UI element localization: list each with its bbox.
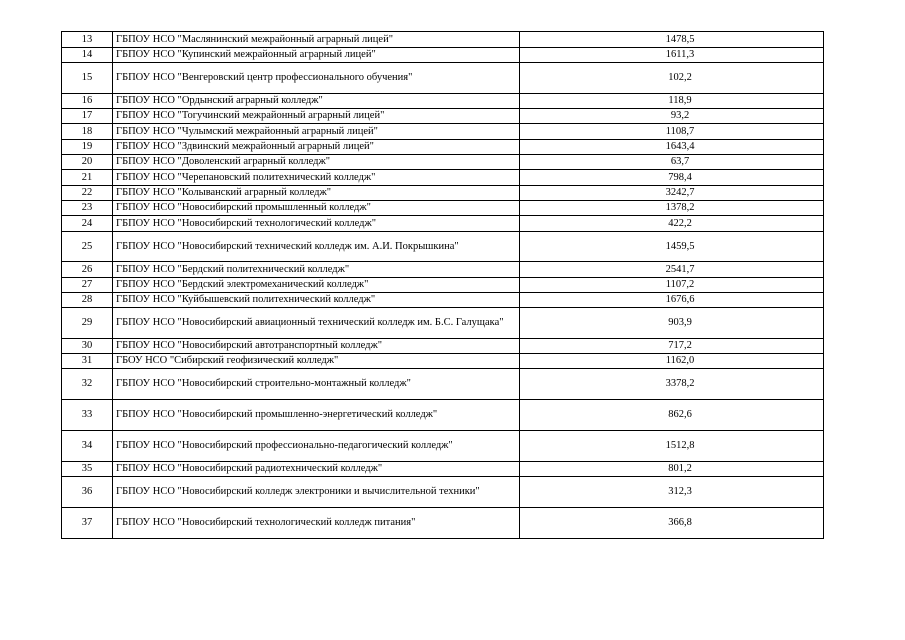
funding-value: 1162,0	[520, 354, 824, 369]
funding-value: 3378,2	[520, 369, 824, 400]
table-row	[62, 94, 824, 109]
funding-value: 1478,5	[520, 32, 824, 48]
row-number: 36	[62, 477, 113, 508]
table-row	[62, 477, 824, 508]
row-number: 24	[62, 216, 113, 232]
row-number: 32	[62, 369, 113, 400]
funding-value: 1378,2	[520, 201, 824, 216]
institution-name: ГБПОУ НСО "Новосибирский профессионально-педагогический колледж"	[113, 431, 520, 462]
funding-value: 1459,5	[520, 232, 824, 262]
institution-name: ГБПОУ НСО "Новосибирский радиотехнический колледж"	[113, 462, 520, 477]
row-number: 28	[62, 293, 113, 308]
row-number: 26	[62, 262, 113, 278]
row-number: 23	[62, 201, 113, 216]
table-row	[62, 32, 824, 48]
institution-name: ГБПОУ НСО "Новосибирский технологический колледж питания"	[113, 508, 520, 539]
institution-name: ГБПОУ НСО "Венгеровский центр профессионального обучения"	[113, 63, 520, 94]
row-number: 19	[62, 140, 113, 155]
institution-name: ГБПОУ НСО "Доволенский аграрный колледж"	[113, 155, 520, 170]
institution-name: ГБПОУ НСО "Новосибирский колледж электроники и вычислительной техники"	[113, 477, 520, 508]
table-row	[62, 232, 824, 262]
table-row	[62, 369, 824, 400]
table-row	[62, 431, 824, 462]
table-row	[62, 339, 824, 354]
row-number: 21	[62, 170, 113, 186]
row-number: 31	[62, 354, 113, 369]
table-row	[62, 354, 824, 369]
table-row	[62, 308, 824, 339]
row-number: 14	[62, 48, 113, 63]
table-row	[62, 462, 824, 477]
row-number: 15	[62, 63, 113, 94]
institution-name: ГБПОУ НСО "Чулымский межрайонный аграрный лицей"	[113, 124, 520, 140]
row-number: 17	[62, 109, 113, 124]
funding-value: 2541,7	[520, 262, 824, 278]
table-row	[62, 109, 824, 124]
table-row	[62, 293, 824, 308]
institution-name: ГБПОУ НСО "Новосибирский автотранспортный колледж"	[113, 339, 520, 354]
institution-name: ГБПОУ НСО "Новосибирский строительно-монтажный колледж"	[113, 369, 520, 400]
funding-table	[61, 31, 824, 539]
row-number: 27	[62, 278, 113, 293]
institution-name: ГБПОУ НСО "Бердский электромеханический колледж"	[113, 278, 520, 293]
row-number: 20	[62, 155, 113, 170]
institution-name: ГБПОУ НСО "Колыванский аграрный колледж"	[113, 186, 520, 201]
funding-value: 3242,7	[520, 186, 824, 201]
table-row	[62, 124, 824, 140]
funding-value: 1643,4	[520, 140, 824, 155]
table-body	[62, 32, 824, 539]
institution-name: ГБПОУ НСО "Куйбышевский политехнический колледж"	[113, 293, 520, 308]
row-number: 34	[62, 431, 113, 462]
table-row	[62, 186, 824, 201]
funding-value: 717,2	[520, 339, 824, 354]
funding-value: 862,6	[520, 400, 824, 431]
table-row	[62, 400, 824, 431]
funding-value: 1676,6	[520, 293, 824, 308]
institution-name: ГБПОУ НСО "Тогучинский межрайонный аграрный лицей"	[113, 109, 520, 124]
funding-value: 118,9	[520, 94, 824, 109]
institution-name: ГБПОУ НСО "Бердский политехнический колледж"	[113, 262, 520, 278]
institution-name: ГБПОУ НСО "Здвинский межрайонный аграрный лицей"	[113, 140, 520, 155]
institution-name: ГБПОУ НСО "Новосибирский промышленный колледж"	[113, 201, 520, 216]
institution-name: ГБОУ НСО "Сибирский геофизический колледж"	[113, 354, 520, 369]
funding-value: 1107,2	[520, 278, 824, 293]
row-number: 37	[62, 508, 113, 539]
row-number: 35	[62, 462, 113, 477]
table-row	[62, 262, 824, 278]
funding-value: 1512,8	[520, 431, 824, 462]
funding-value: 798,4	[520, 170, 824, 186]
row-number: 29	[62, 308, 113, 339]
institution-name: ГБПОУ НСО "Купинский межрайонный аграрный лицей"	[113, 48, 520, 63]
institution-name: ГБПОУ НСО "Новосибирский авиационный технический колледж им. Б.С. Галущака"	[113, 308, 520, 339]
institution-name: ГБПОУ НСО "Новосибирский промышленно-энергетический колледж"	[113, 400, 520, 431]
row-number: 16	[62, 94, 113, 109]
table-row	[62, 48, 824, 63]
row-number: 30	[62, 339, 113, 354]
row-number: 25	[62, 232, 113, 262]
funding-value: 422,2	[520, 216, 824, 232]
table-row	[62, 201, 824, 216]
institution-name: ГБПОУ НСО "Маслянинский межрайонный аграрный лицей"	[113, 32, 520, 48]
table-row	[62, 155, 824, 170]
table-row	[62, 278, 824, 293]
table-row	[62, 140, 824, 155]
funding-value: 93,2	[520, 109, 824, 124]
row-number: 22	[62, 186, 113, 201]
table-row	[62, 63, 824, 94]
funding-value: 1108,7	[520, 124, 824, 140]
table-row	[62, 170, 824, 186]
funding-value: 312,3	[520, 477, 824, 508]
row-number: 13	[62, 32, 113, 48]
table-row	[62, 508, 824, 539]
institution-name: ГБПОУ НСО "Новосибирский технологический колледж"	[113, 216, 520, 232]
funding-value: 801,2	[520, 462, 824, 477]
funding-value: 63,7	[520, 155, 824, 170]
funding-value: 366,8	[520, 508, 824, 539]
institution-name: ГБПОУ НСО "Черепановский политехнический колледж"	[113, 170, 520, 186]
funding-value: 1611,3	[520, 48, 824, 63]
institution-name: ГБПОУ НСО "Ордынский аграрный колледж"	[113, 94, 520, 109]
institution-name: ГБПОУ НСО "Новосибирский технический колледж им. А.И. Покрышкина"	[113, 232, 520, 262]
table-row	[62, 216, 824, 232]
funding-value: 903,9	[520, 308, 824, 339]
row-number: 18	[62, 124, 113, 140]
row-number: 33	[62, 400, 113, 431]
funding-value: 102,2	[520, 63, 824, 94]
